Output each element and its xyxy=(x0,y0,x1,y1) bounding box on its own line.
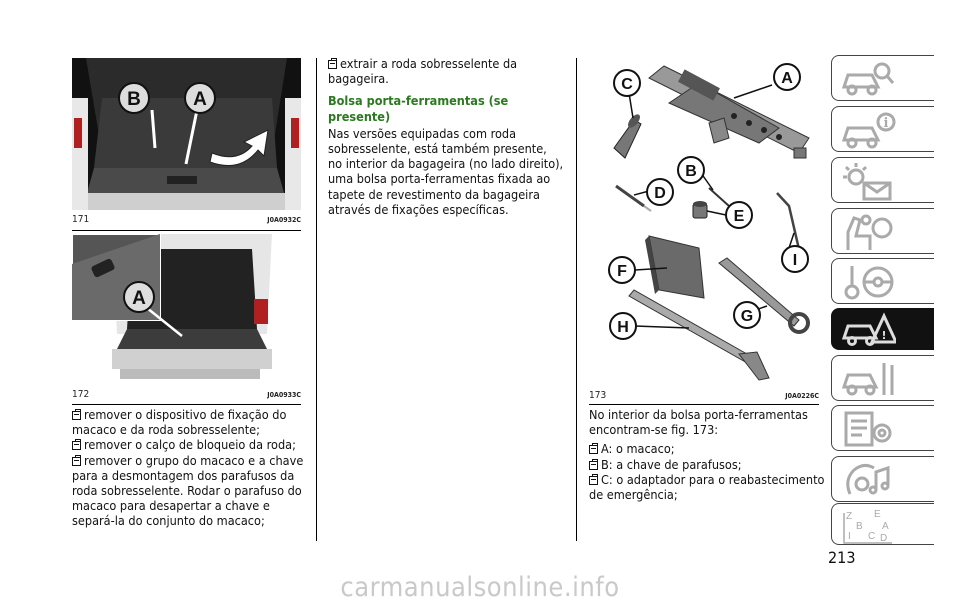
trunk-illustration xyxy=(72,58,301,210)
list-item: A: o macaco; xyxy=(589,441,825,456)
svg-text:C: C xyxy=(868,531,876,542)
column-3-text xyxy=(589,407,825,502)
figure-171-code: J0A0932C xyxy=(267,216,301,224)
multimedia-music-icon xyxy=(840,460,896,500)
screwdriver-drawing xyxy=(616,186,651,211)
list-item: remover o dispositivo de fixação do macaco e da roda sobresselente; xyxy=(72,407,287,438)
column-2-text xyxy=(328,56,564,217)
svg-text:!: ! xyxy=(881,329,887,342)
bullet-icon xyxy=(589,445,598,454)
callout-d: D xyxy=(654,185,666,202)
figure-173-rule xyxy=(589,404,819,405)
figure-172-trunk-photo xyxy=(72,234,301,384)
tab-car-search[interactable] xyxy=(831,55,934,101)
paragraph: No interior da bolsa porta-ferramentas encontram-se fig. 173: xyxy=(589,407,808,438)
bullet-icon xyxy=(72,411,81,420)
tab-multimedia[interactable] xyxy=(831,456,934,502)
figure-173-number: 173 xyxy=(589,390,607,401)
list-item: remover o calço de bloqueio da roda; xyxy=(72,437,304,452)
car-search-icon xyxy=(840,59,896,99)
trunk-detail-illustration xyxy=(72,234,301,384)
paragraph: Nas versões equipadas com roda sobresselente, está também presente, no interior da bagageira (no lado direito), uma bolsa porta-ferramentas fixada ao tapete de revestimento da bagageira através de fixações específicas. xyxy=(328,125,564,217)
figure-173-toolkit-illustration xyxy=(589,58,819,386)
svg-text:E: E xyxy=(874,509,881,520)
bullet-icon xyxy=(589,476,598,485)
section-heading: Bolsa porta-ferramentas (se presente) xyxy=(328,93,509,124)
car-info-icon xyxy=(840,110,896,150)
key-steering-wheel-icon xyxy=(840,262,896,302)
bullet-icon xyxy=(589,461,598,470)
svg-text:D: D xyxy=(880,533,888,544)
figure-172-number: 172 xyxy=(72,389,90,400)
svg-text:I: I xyxy=(848,531,851,542)
bag-drawing xyxy=(645,236,704,298)
tab-car-info[interactable] xyxy=(831,106,934,152)
bullet-icon xyxy=(72,457,81,466)
page-number: 213 xyxy=(828,548,856,567)
svg-text:B: B xyxy=(856,521,863,532)
column-divider-1 xyxy=(316,58,317,541)
column-divider-2 xyxy=(576,58,577,541)
tab-car-tools[interactable] xyxy=(831,355,934,401)
svg-text:i: i xyxy=(883,116,889,131)
adaptor-drawing xyxy=(614,112,642,158)
callout-g: G xyxy=(740,308,754,325)
callout-c: C xyxy=(621,76,633,93)
figure-171-trunk-photo xyxy=(72,58,301,210)
callout-a: A xyxy=(781,70,793,87)
list-item: remover o grupo do macaco e a chave para a desmontagem dos parafusos da roda sobresselente. Rodar o parafuso do macaco para desapertar a chave e separá-la do conjunto do macaco; xyxy=(72,452,304,529)
callout-e: E xyxy=(733,208,745,225)
figure-171-number: 171 xyxy=(72,214,90,225)
figure-172-code: J0A0933C xyxy=(267,391,301,399)
figure-173-code: J0A0226C xyxy=(785,392,819,400)
callout-b: B xyxy=(685,163,697,180)
tab-key-steering-wheel[interactable] xyxy=(831,258,934,304)
callout-b: B xyxy=(127,89,141,110)
tab-car-breakdown-warning[interactable] xyxy=(831,308,934,350)
figure-172-rule xyxy=(72,404,301,405)
list-item: B: a chave de parafusos; xyxy=(589,457,825,472)
watermark: carmanualsonline.info xyxy=(340,572,620,603)
tab-seat-airbag[interactable] xyxy=(831,208,934,254)
callout-a: A xyxy=(193,89,207,110)
toolkit-illustration xyxy=(589,58,819,386)
svg-text:Z: Z xyxy=(846,511,853,522)
specifications-gear-icon xyxy=(840,409,896,449)
bullet-icon xyxy=(328,60,337,69)
list-item: extrair a roda sobresselente da bagageira. xyxy=(328,56,518,87)
column-1-text xyxy=(72,407,304,529)
callout-f: F xyxy=(617,263,627,280)
tab-light-message[interactable] xyxy=(831,157,934,203)
car-breakdown-warning-icon xyxy=(840,312,896,348)
svg-text:A: A xyxy=(882,521,889,532)
car-tools-icon xyxy=(840,359,896,399)
tab-specifications[interactable] xyxy=(831,405,934,451)
figure-171-rule xyxy=(72,230,301,231)
list-item: C: o adaptador para o reabastecimento de emergência; xyxy=(589,471,825,503)
callout-h: H xyxy=(617,319,629,336)
tab-alphabetical-index[interactable] xyxy=(831,503,934,545)
seat-airbag-icon xyxy=(840,212,896,252)
socket-drawing xyxy=(693,201,707,218)
alphabetical-index-icon xyxy=(840,507,896,545)
callout-a: A xyxy=(132,288,146,309)
light-message-icon xyxy=(840,161,896,201)
bullet-icon xyxy=(72,441,81,450)
callout-i: I xyxy=(792,252,798,269)
